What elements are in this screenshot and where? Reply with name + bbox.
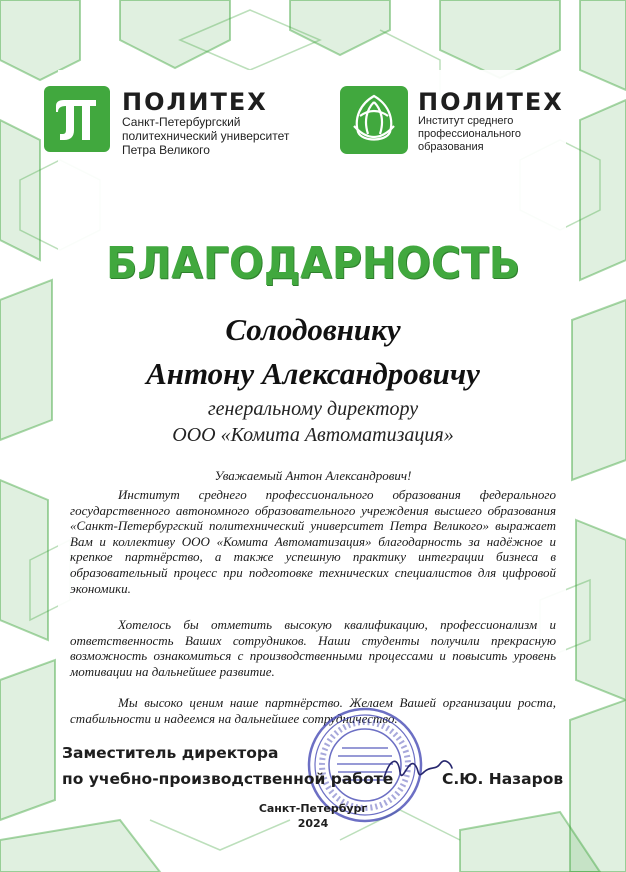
recipient-surname: Солодовнику xyxy=(225,312,401,347)
signatory-name: С.Ю. Назаров xyxy=(442,770,564,788)
issue-year: 2024 xyxy=(297,817,329,830)
recipient-company: ООО «Комита Автоматизация» xyxy=(172,424,454,446)
greeting: Уважаемый Антон Александрович! xyxy=(214,468,412,483)
logo-right-line3: образования xyxy=(418,141,484,153)
logo-right-line2: профессионального xyxy=(418,128,522,140)
issue-place: Санкт-Петербург xyxy=(258,802,368,815)
signatory-title-line2: по учебно-производственной работе xyxy=(62,770,394,788)
pi-logo-icon xyxy=(44,86,110,152)
logo-right-line1: Институт среднего xyxy=(418,115,514,127)
body-paragraph-3: Мы высоко ценим наше партнёрство. Желаем Вашей организации роста, стабильности и надеемся на дальнейшее сотрудничество. xyxy=(70,695,556,726)
body-paragraph-1: Институт среднего профессионального образования федерального государственного автономного образовательного учреждения высшего образования «Санкт-Петербургский политехнический университет Петра Великого» выражает Вам и коллективу ООО «Комита Автоматизация» благодарность за надёжное и крепкое партнёрство, а также успешную практику интеграции бизнеса в образовательный процесс при подготовке технических специалистов для цифровой экономики. xyxy=(70,487,556,596)
logo-left-brand: ПОЛИТЕХ xyxy=(122,88,268,116)
certificate-title: БЛАГОДАРНОСТЬ xyxy=(106,238,520,289)
logo-left-line1: Санкт-Петербургский xyxy=(122,115,241,129)
institute-emblem-icon xyxy=(340,86,408,154)
logo-left-line2: политехнический университет xyxy=(122,129,290,143)
body-paragraph-2: Хотелось бы отметить высокую квалификацию, профессионализм и ответственность Ваших сотрудников. Наши студенты получили прекрасную возможность ознакомиться с производственными процессами и повысить уровень мотивации на дальнейшее развитие. xyxy=(70,617,556,679)
polytech-university-logo xyxy=(44,86,289,157)
institute-logo xyxy=(340,86,564,154)
logo-left-line3: Петра Великого xyxy=(122,143,210,157)
recipient-position: генеральному директору xyxy=(207,398,419,420)
logo-right-brand: ПОЛИТЕХ xyxy=(418,88,564,116)
recipient-name: Антону Александровичу xyxy=(146,356,480,391)
signatory-title-line1: Заместитель директора xyxy=(62,744,279,762)
